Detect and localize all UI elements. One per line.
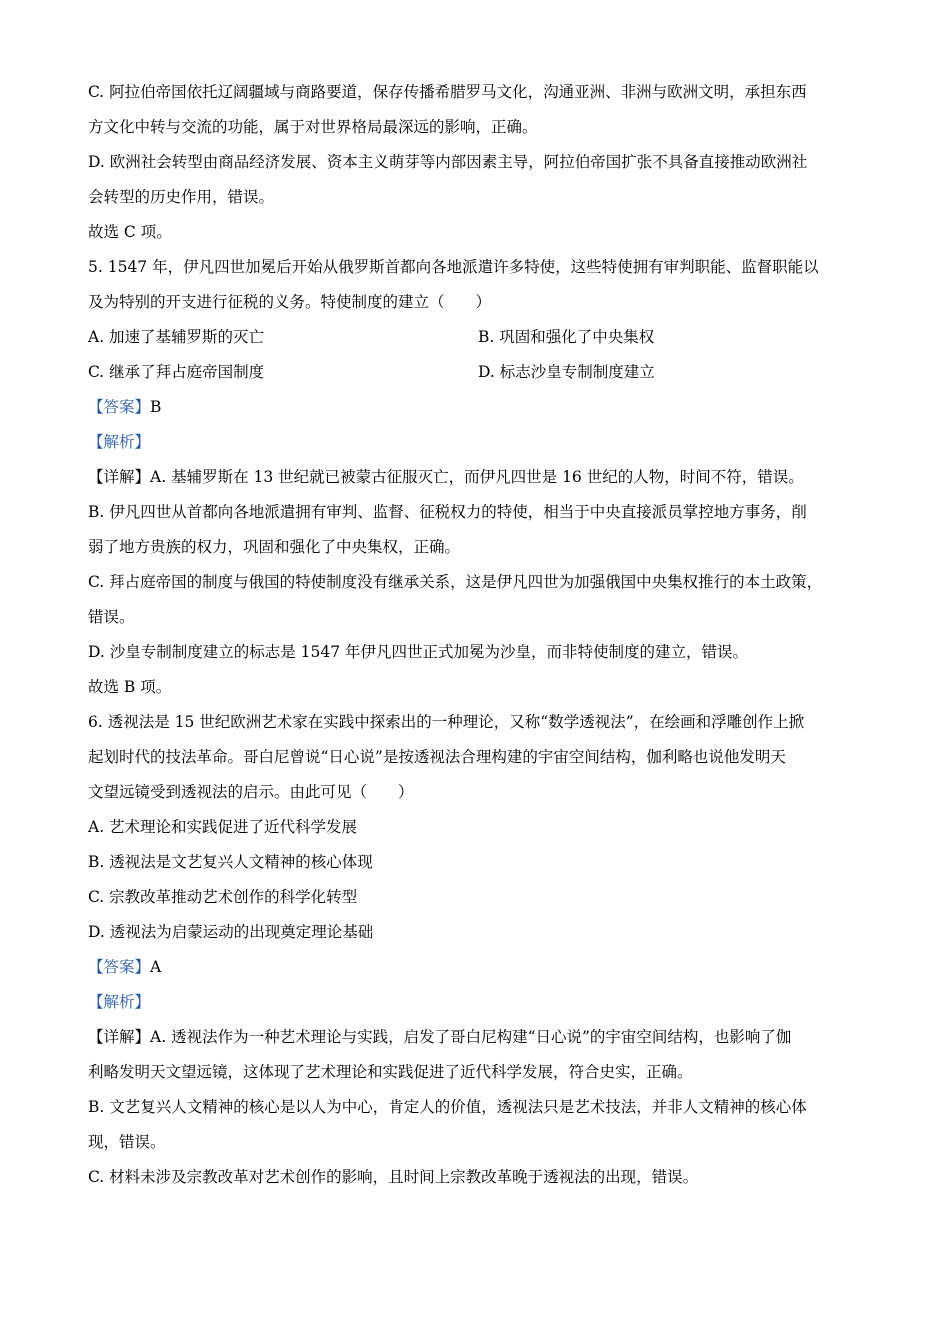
question-5-stem: 5. 1547 年，伊凡四世加冕后开始从俄罗斯首都向各地派遣许多特使，这些特使拥有审判职能、监督职能以	[88, 258, 819, 276]
question-5-options-row	[88, 323, 868, 358]
document-page	[88, 78, 868, 1198]
option-c: C. 宗教改革推动艺术创作的科学化转型	[88, 888, 358, 906]
option-d: D. 透视法为启蒙运动的出现奠定理论基础	[88, 923, 374, 941]
detail-tag: 【详解】	[88, 1028, 151, 1046]
text-line: C. 拜占庭帝国的制度与俄国的特使制度没有继承关系，这是伊凡四世为加强俄国中央集权推行的本土政策，	[88, 573, 823, 591]
text-line: 故选 B 项。	[88, 678, 172, 696]
text-line: D. 欧洲社会转型由商品经济发展、资本主义萌芽等内部因素主导，阿拉伯帝国扩张不具备直接推动欧洲社	[88, 153, 808, 171]
detail-line	[88, 1023, 868, 1058]
option-b: B. 透视法是文艺复兴人文精神的核心体现	[88, 853, 373, 871]
text-line: 会转型的历史作用，错误。	[88, 188, 275, 206]
text-line: 故选 C 项。	[88, 223, 172, 241]
answer-line	[88, 393, 868, 428]
question-6-stem: 6. 透视法是 15 世纪欧洲艺术家在实践中探索出的一种理论，又称“数学透视法”，在绘画和浮雕创作上掀	[88, 713, 805, 731]
question-6-stem: 文望远镜受到透视法的启示。由此可见（ ）	[88, 783, 414, 801]
option-a: A. 加速了基辅罗斯的灭亡	[88, 328, 265, 346]
text-line: 现，错误。	[88, 1133, 166, 1151]
option-c: C. 继承了拜占庭帝国制度	[88, 363, 265, 381]
text-line: B. 伊凡四世从首都向各地派遣拥有审判、监督、征税权力的特使，相当于中央直接派员掌控地方事务，削	[88, 503, 807, 521]
detail-text: A. 透视法作为一种艺术理论与实践，启发了哥白尼构建“日心说”的宇宙空间结构，也影响了伽	[150, 1028, 792, 1046]
text-line: C. 材料未涉及宗教改革对艺术创作的影响，且时间上宗教改革晚于透视法的出现，错误。	[88, 1168, 699, 1186]
answer-value: A	[150, 958, 162, 976]
option-d: D. 标志沙皇专制制度建立	[478, 363, 655, 381]
question-6-stem: 起划时代的技法革命。哥白尼曾说“日心说”是按透视法合理构建的宇宙空间结构，伽利略也说他发明天	[88, 748, 786, 766]
answer-line	[88, 953, 868, 988]
text-line: 弱了地方贵族的权力，巩固和强化了中央集权，正确。	[88, 538, 461, 556]
detail-line	[88, 463, 868, 498]
text-line: 利略发明天文望远镜，这体现了艺术理论和实践促进了近代科学发展，符合史实，正确。	[88, 1063, 693, 1081]
detail-text: A. 基辅罗斯在 13 世纪就已被蒙古征服灭亡，而伊凡四世是 16 世纪的人物，时间不符，错误。	[150, 468, 804, 486]
text-line: C. 阿拉伯帝国依托辽阔疆域与商路要道，保存传播希腊罗马文化，沟通亚洲、非洲与欧洲文明，承担东西	[88, 83, 807, 101]
text-line: 错误。	[88, 608, 135, 626]
analysis-tag: 【解析】	[88, 993, 151, 1011]
text-line: B. 文艺复兴人文精神的核心是以人为中心，肯定人的价值，透视法只是艺术技法，并非人文精神的核心体	[88, 1098, 807, 1116]
text-line: D. 沙皇专制制度建立的标志是 1547 年伊凡四世正式加冕为沙皇，而非特使制度的建立，错误。	[88, 643, 749, 661]
detail-tag: 【详解】	[88, 468, 151, 486]
option-a: A. 艺术理论和实践促进了近代科学发展	[88, 818, 358, 836]
answer-tag: 【答案】	[88, 398, 151, 416]
analysis-line	[88, 988, 868, 1023]
text-line: 方文化中转与交流的功能，属于对世界格局最深远的影响，正确。	[88, 118, 538, 136]
answer-value: B	[150, 398, 162, 416]
option-b: B. 巩固和强化了中央集权	[478, 328, 655, 346]
answer-tag: 【答案】	[88, 958, 151, 976]
analysis-tag: 【解析】	[88, 433, 151, 451]
question-5-stem: 及为特别的开支进行征税的义务。特使制度的建立（ ）	[88, 293, 492, 311]
question-5-options-row	[88, 358, 868, 393]
analysis-line	[88, 428, 868, 463]
